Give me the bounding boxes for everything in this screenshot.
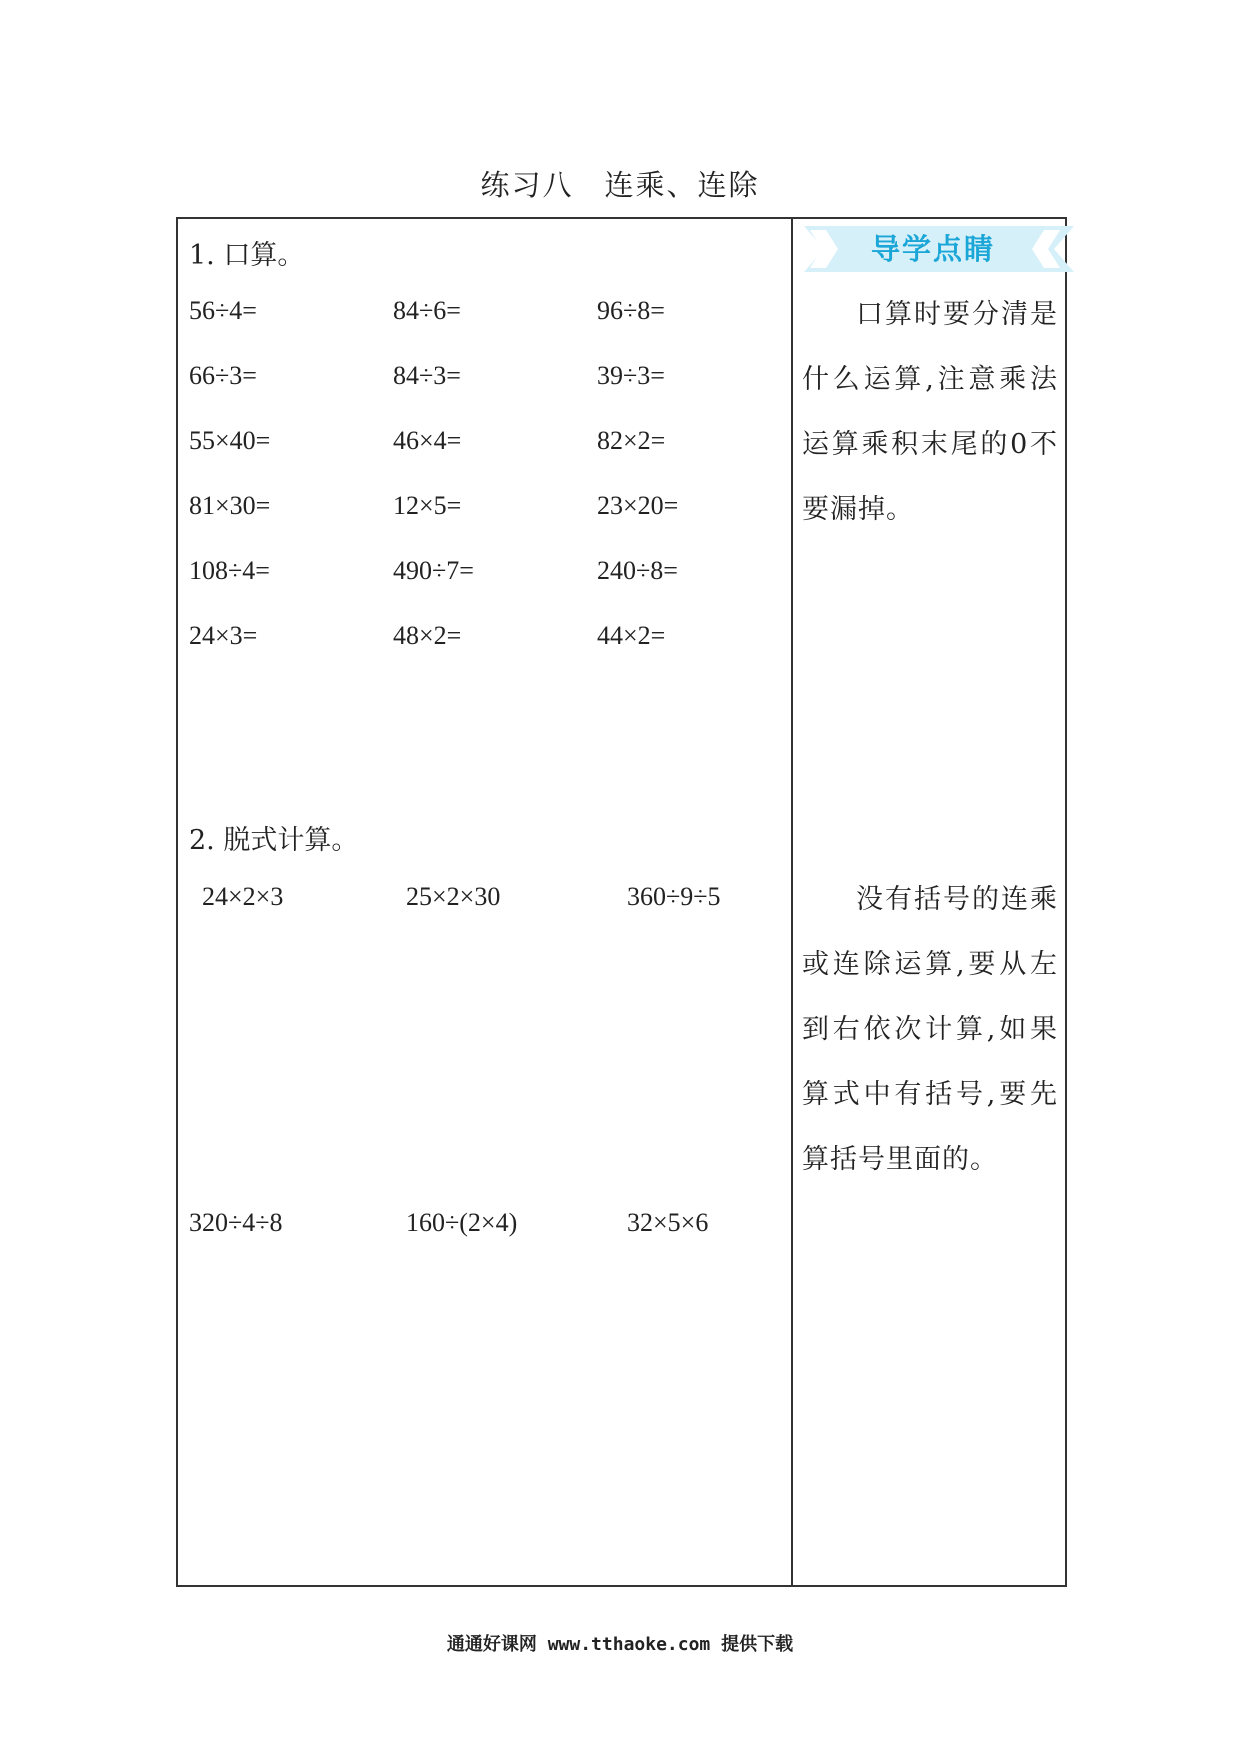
oral-calc-item: 82×2= — [597, 426, 666, 455]
tip-oral-calc: 口算时要分清是什么运算,注意乘法运算乘积末尾的0不要漏掉。 — [802, 299, 1058, 525]
tip-step-calc: 没有括号的连乘或连除运算,要从左到右依次计算,如果算式中有括号,要先算括号里面的。 — [802, 884, 1058, 1175]
step-calc-item: 360÷9÷5 — [627, 882, 721, 911]
step-calc-item: 32×5×6 — [627, 1208, 709, 1237]
oral-calc-item: 56÷4= — [189, 296, 257, 325]
oral-calc-item: 46×4= — [393, 426, 462, 455]
question-1-heading: 1. 口算。 — [189, 240, 305, 271]
oral-calc-item: 48×2= — [393, 621, 462, 650]
question-2-heading: 2. 脱式计算。 — [189, 825, 359, 856]
guide-banner-label: 导学点睛 — [870, 232, 995, 266]
oral-calc-item: 55×40= — [189, 426, 271, 455]
oral-calc-item: 44×2= — [597, 621, 666, 650]
oral-calc-item: 39÷3= — [597, 361, 665, 390]
step-calc-item: 160÷(2×4) — [406, 1208, 518, 1237]
footer-credit: 通通好课网 www.tthaoke.com 提供下载 — [446, 1634, 794, 1655]
column-divider — [791, 217, 793, 1587]
guide-banner — [804, 226, 1074, 272]
oral-calc-item: 12×5= — [393, 491, 462, 520]
oral-calc-item: 23×20= — [597, 491, 679, 520]
oral-calc-item: 84÷3= — [393, 361, 461, 390]
oral-calc-item: 96÷8= — [597, 296, 665, 325]
step-calc-item: 24×2×3 — [202, 882, 284, 911]
oral-calc-item: 240÷8= — [597, 556, 678, 585]
oral-calc-item: 490÷7= — [393, 556, 474, 585]
step-calc-item: 320÷4÷8 — [189, 1208, 283, 1237]
oral-calc-item: 81×30= — [189, 491, 271, 520]
oral-calc-item: 66÷3= — [189, 361, 257, 390]
step-calc-item: 25×2×30 — [406, 882, 501, 911]
oral-calc-item: 84÷6= — [393, 296, 461, 325]
oral-calc-item: 108÷4= — [189, 556, 270, 585]
oral-calc-item: 24×3= — [189, 621, 258, 650]
page-title: 练习八 连乘、连除 — [480, 168, 760, 202]
